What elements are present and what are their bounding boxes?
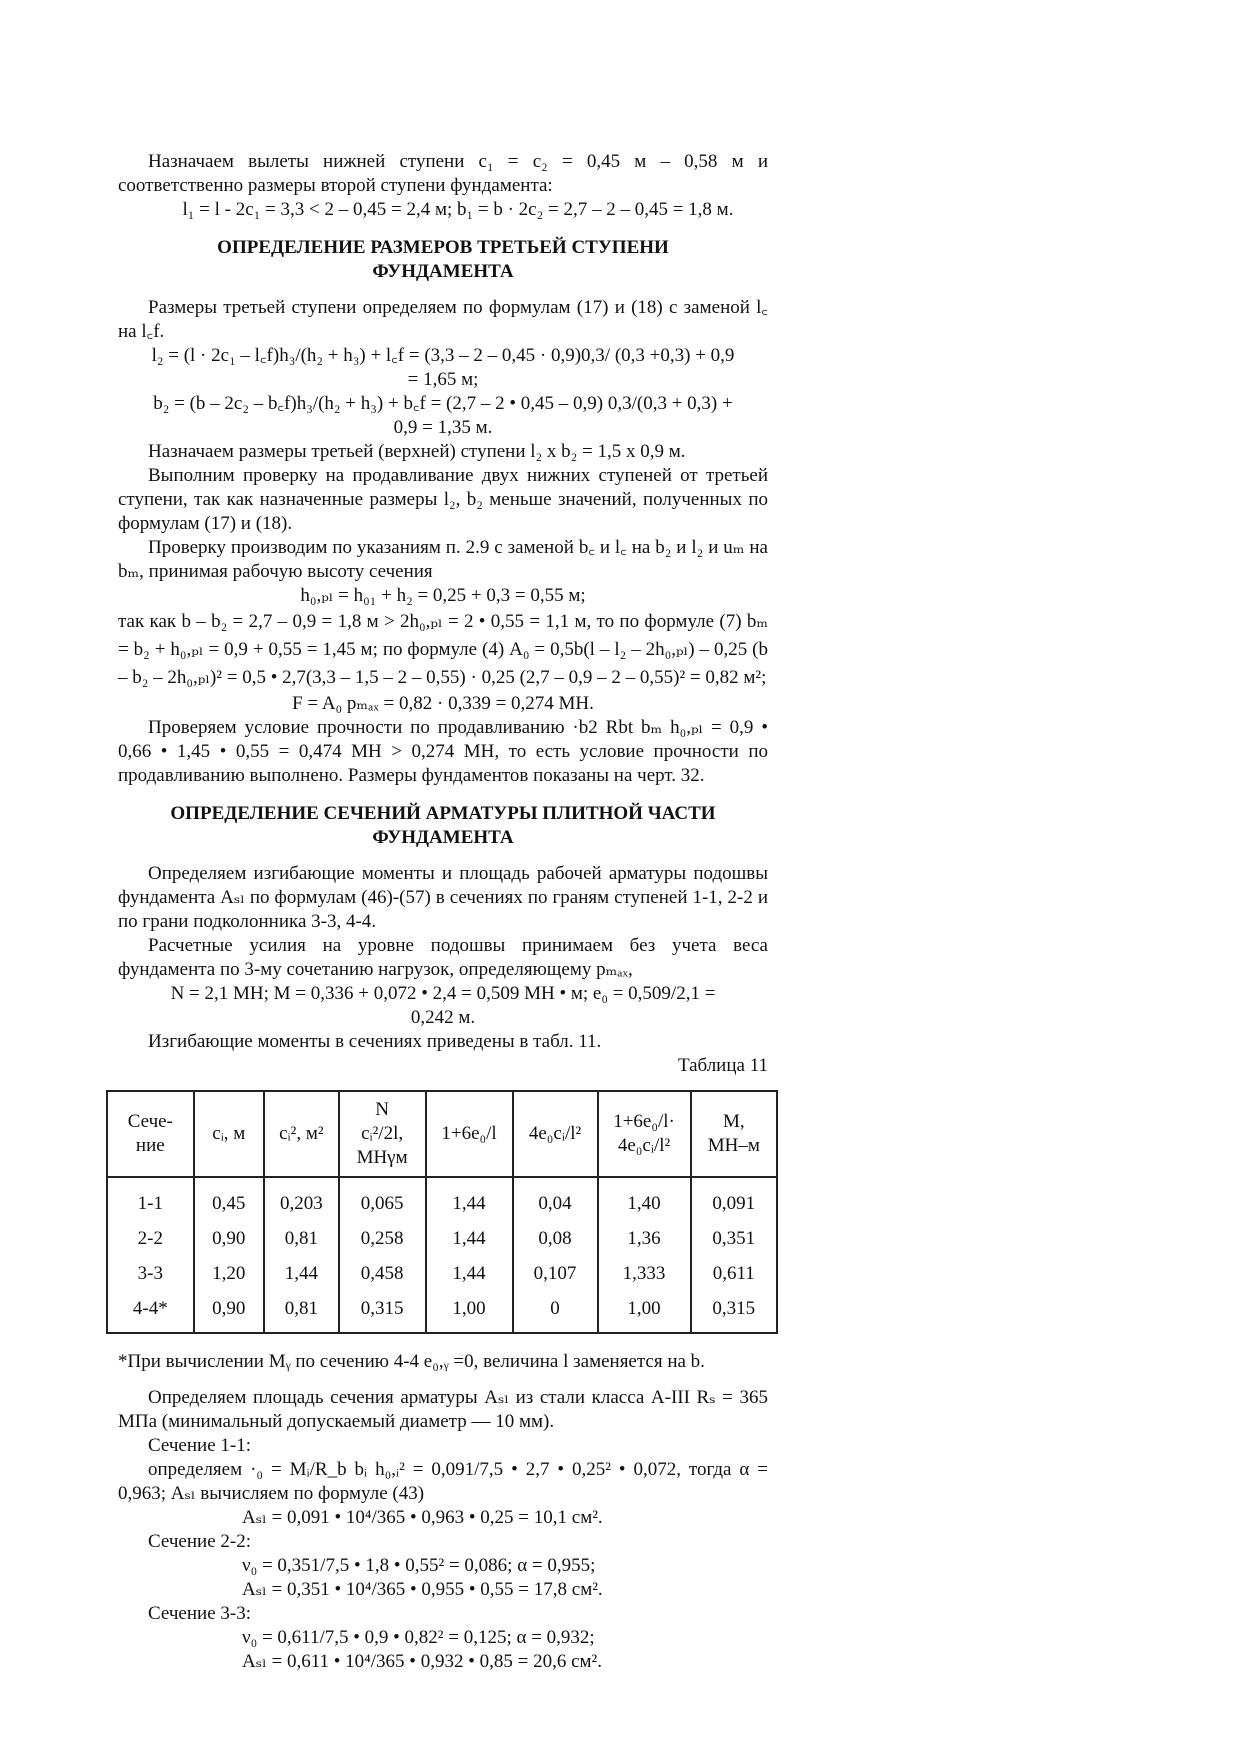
table-header-cell: cᵢ², м² (264, 1091, 339, 1177)
section-label-1-1: Сечение 1-1: (148, 1435, 251, 1456)
equation-asl-1-1: Aₛₗ = 0,091 • 10⁴/365 • 0,963 • 0,25 = 10,1 см². (242, 1507, 603, 1528)
table-cell: 1,44 (264, 1256, 339, 1291)
equation-b2-line1: b₂ = (b – 2c₂ – b꜀f)h₃/(h₂ + h₃) + b꜀f = (2,7 – 2 • 0,45 – 0,9) 0,3/(0,3 + 0,3) + (153, 393, 733, 414)
equation-b2-line2: 0,9 = 1,35 м. (393, 417, 493, 438)
table-cell: 1-1 (107, 1177, 194, 1221)
equation-nu-2-2: ν₀ = 0,351/7,5 • 1,8 • 0,55² = 0,086; α = 0,955; (242, 1555, 596, 1576)
table-cell: 3-3 (107, 1256, 194, 1291)
table-11 (106, 1090, 778, 1334)
equation-second-step: l₁ = l - 2c₁ = 3,3 < 2 – 0,45 = 2,4 м; b₁ = b · 2c₂ = 2,7 – 2 – 0,45 = 1,8 м. (182, 199, 734, 220)
table-cell: 0,315 (691, 1291, 777, 1333)
heading-reinforcement-line2: ФУНДАМЕНТА (372, 827, 514, 848)
paragraph-moments: Определяем изгибающие моменты и площадь рабочей арматуры подошвы фундамента Aₛₗ по формулам (46)-(57) в сечениях по граням ступеней 1-1, 2-2 и по грани подколонника 3-3, 4-4. (118, 863, 768, 932)
heading-third-step-line1: ОПРЕДЕЛЕНИЕ РАЗМЕРОВ ТРЕТЬЕЙ СТУПЕНИ (217, 237, 669, 258)
table-header-cell: Сече- ние (107, 1091, 194, 1177)
table-caption: Таблица 11 (677, 1055, 768, 1076)
table-header-cell: N cᵢ²/2l, МНγм (339, 1091, 426, 1177)
heading-third-step-line2: ФУНДАМЕНТА (372, 261, 514, 282)
heading-reinforcement (118, 802, 768, 850)
table-cell: 0,611 (691, 1256, 777, 1291)
table-cell: 1,40 (598, 1177, 691, 1221)
table-cell: 1,44 (426, 1177, 513, 1221)
paragraph-ledges: Назначаем вылеты нижней ступени c₁ = c₂ = 0,45 м – 0,58 м и соответственно размеры второй ступени фундамента: (118, 151, 768, 196)
table-header-cell: cᵢ, м (194, 1091, 264, 1177)
paragraph-design-forces: Расчетные усилия на уровне подошвы принимаем без учета веса фундамента по 3-му сочетанию нагрузок, определяющему pₘₐₓ, (118, 935, 768, 980)
table-cell: 0,458 (339, 1256, 426, 1291)
table-cell: 0,065 (339, 1177, 426, 1221)
paragraph-area-calc: так как b – b₂ = 2,7 – 0,9 = 1,8 м > 2h₀,ₚₗ = 2 • 0,55 = 1,1 м, то по формуле (7) bₘ = b₂ + h₀,ₚₗ = 0,9 + 0,55 = 1,45 м; по формуле (4) A₀ = 0,5b(l – l₂ – 2h₀,ₚₗ) – 0,25 (b – b₂ – 2h₀,ₚₗ)² = 0,5 • 2,7(3,3 – 1,5 – 2 – 0,55) · 0,25 (2,7 – 0,9 – 2 – 0,55)² = 0,82 м²; (118, 611, 768, 688)
table-header-row (107, 1091, 777, 1177)
table-row (107, 1291, 777, 1333)
table-cell: 1,333 (598, 1256, 691, 1291)
equation-working-height: h₀,ₚₗ = h₀₁ + h₂ = 0,25 + 0,3 = 0,55 м; (300, 585, 586, 606)
table-cell: 0,258 (339, 1221, 426, 1256)
table-cell: 1,20 (194, 1256, 264, 1291)
paragraph-check-method: Проверку производим по указаниям п. 2.9 с заменой b꜀ и l꜀ на b₂ и l₂ и uₘ на bₘ, принимая рабочую высоту сечения (118, 537, 768, 582)
paragraph-third-step-formulas: Размеры третьей ступени определяем по формулам (17) и (18) с заменой l꜀ на l꜀f. (118, 297, 768, 342)
paragraph-reinforcement-area: Определяем площадь сечения арматуры Aₛₗ из стали класса A-III Rₛ = 365 МПа (минимальный допускаемый диаметр — 10 мм). (118, 1387, 768, 1432)
equation-l2 (118, 344, 768, 392)
table-row (107, 1256, 777, 1291)
table-cell: 1,00 (426, 1291, 513, 1333)
table-cell: 1,36 (598, 1221, 691, 1256)
document-page (118, 150, 768, 1674)
table-cell: 0,315 (339, 1291, 426, 1333)
paragraph-section-1-1: определяем ·₀ = Mᵢ/R_b bᵢ h₀,ᵢ² = 0,091/7,5 • 2,7 • 0,25² • 0,072, тогда α = 0,963; Aₛₗ вычисляем по формуле (43) (118, 1459, 768, 1504)
equation-asl-3-3: Aₛₗ = 0,611 • 10⁴/365 • 0,932 • 0,85 = 20,6 см². (242, 1651, 602, 1672)
table-cell: 0,90 (194, 1291, 264, 1333)
table-row (107, 1177, 777, 1221)
equation-l2-line1: l₂ = (l · 2c₁ – l꜀f)h₃/(h₂ + h₃) + l꜀f = (3,3 – 2 – 0,45 · 0,9)0,3/ (0,3 +0,3) + 0,9 (151, 345, 735, 366)
spacer (118, 1374, 768, 1386)
equation-nu-3-3: ν₀ = 0,611/7,5 • 0,9 • 0,82² = 0,125; α = 0,932; (242, 1627, 595, 1648)
table-footnote: *При вычислении Mᵧ по сечению 4-4 e₀,ᵧ =0, величина l заменяется на b. (118, 1351, 705, 1372)
table-cell: 4-4* (107, 1291, 194, 1333)
table-cell: 0,04 (513, 1177, 598, 1221)
table-cell: 0,45 (194, 1177, 264, 1221)
table-row (107, 1221, 777, 1256)
equation-loads-line1: N = 2,1 МН; M = 0,336 + 0,072 • 2,4 = 0,509 МН • м; e₀ = 0,509/2,1 = (170, 983, 716, 1004)
table-cell: 0,81 (264, 1291, 339, 1333)
table-cell: 0,091 (691, 1177, 777, 1221)
table-cell: 0 (513, 1291, 598, 1333)
equation-force: F = A₀ pₘₐₓ = 0,82 · 0,339 = 0,274 МН. (292, 693, 594, 714)
paragraph-table-ref: Изгибающие моменты в сечениях приведены в табл. 11. (148, 1031, 602, 1052)
table-cell: 0,08 (513, 1221, 598, 1256)
paragraph-punching-check: Выполним проверку на продавливание двух нижних ступеней от третьей ступени, так как назначенные размеры l₂, b₂ меньше значений, полученных по формулам (17) и (18). (118, 465, 768, 534)
equation-l2-line2: = 1,65 м; (407, 369, 479, 390)
table-header-cell: 4e₀cᵢ/l² (513, 1091, 598, 1177)
table-cell: 1,00 (598, 1291, 691, 1333)
equation-b2 (118, 392, 768, 440)
table-cell: 0,351 (691, 1221, 777, 1256)
table-header-cell: 1+6e₀/l· 4e₀cᵢ/l² (598, 1091, 691, 1177)
paragraph-third-step-size: Назначаем размеры третьей (верхней) ступени l₂ x b₂ = 1,5 x 0,9 м. (148, 441, 686, 462)
equation-asl-2-2: Aₛₗ = 0,351 • 10⁴/365 • 0,955 • 0,55 = 17,8 см². (242, 1579, 603, 1600)
table-cell: 0,203 (264, 1177, 339, 1221)
table-cell: 0,107 (513, 1256, 598, 1291)
paragraph-strength-check: Проверяем условие прочности по продавливанию ·b2 Rbt bₘ h₀,ₚₗ = 0,9 • 0,66 • 1,45 • 0,55 = 0,474 МН > 0,274 МН, то есть условие прочности по продавливанию выполнено. Размеры фундаментов показаны на черт. 32. (118, 717, 768, 786)
heading-reinforcement-line1: ОПРЕДЕЛЕНИЕ СЕЧЕНИЙ АРМАТУРЫ ПЛИТНОЙ ЧАСТИ (170, 803, 716, 824)
equation-loads-line2: 0,242 м. (410, 1007, 476, 1028)
table-cell: 2-2 (107, 1221, 194, 1256)
table-header-cell: M, МН–м (691, 1091, 777, 1177)
table-cell: 0,90 (194, 1221, 264, 1256)
heading-third-step (118, 236, 768, 284)
table-cell: 1,44 (426, 1221, 513, 1256)
equation-loads (118, 982, 768, 1030)
table-header-cell: 1+6e₀/l (426, 1091, 513, 1177)
table-cell: 1,44 (426, 1256, 513, 1291)
section-label-2-2: Сечение 2-2: (148, 1531, 251, 1552)
section-label-3-3: Сечение 3-3: (148, 1603, 251, 1624)
table-cell: 0,81 (264, 1221, 339, 1256)
